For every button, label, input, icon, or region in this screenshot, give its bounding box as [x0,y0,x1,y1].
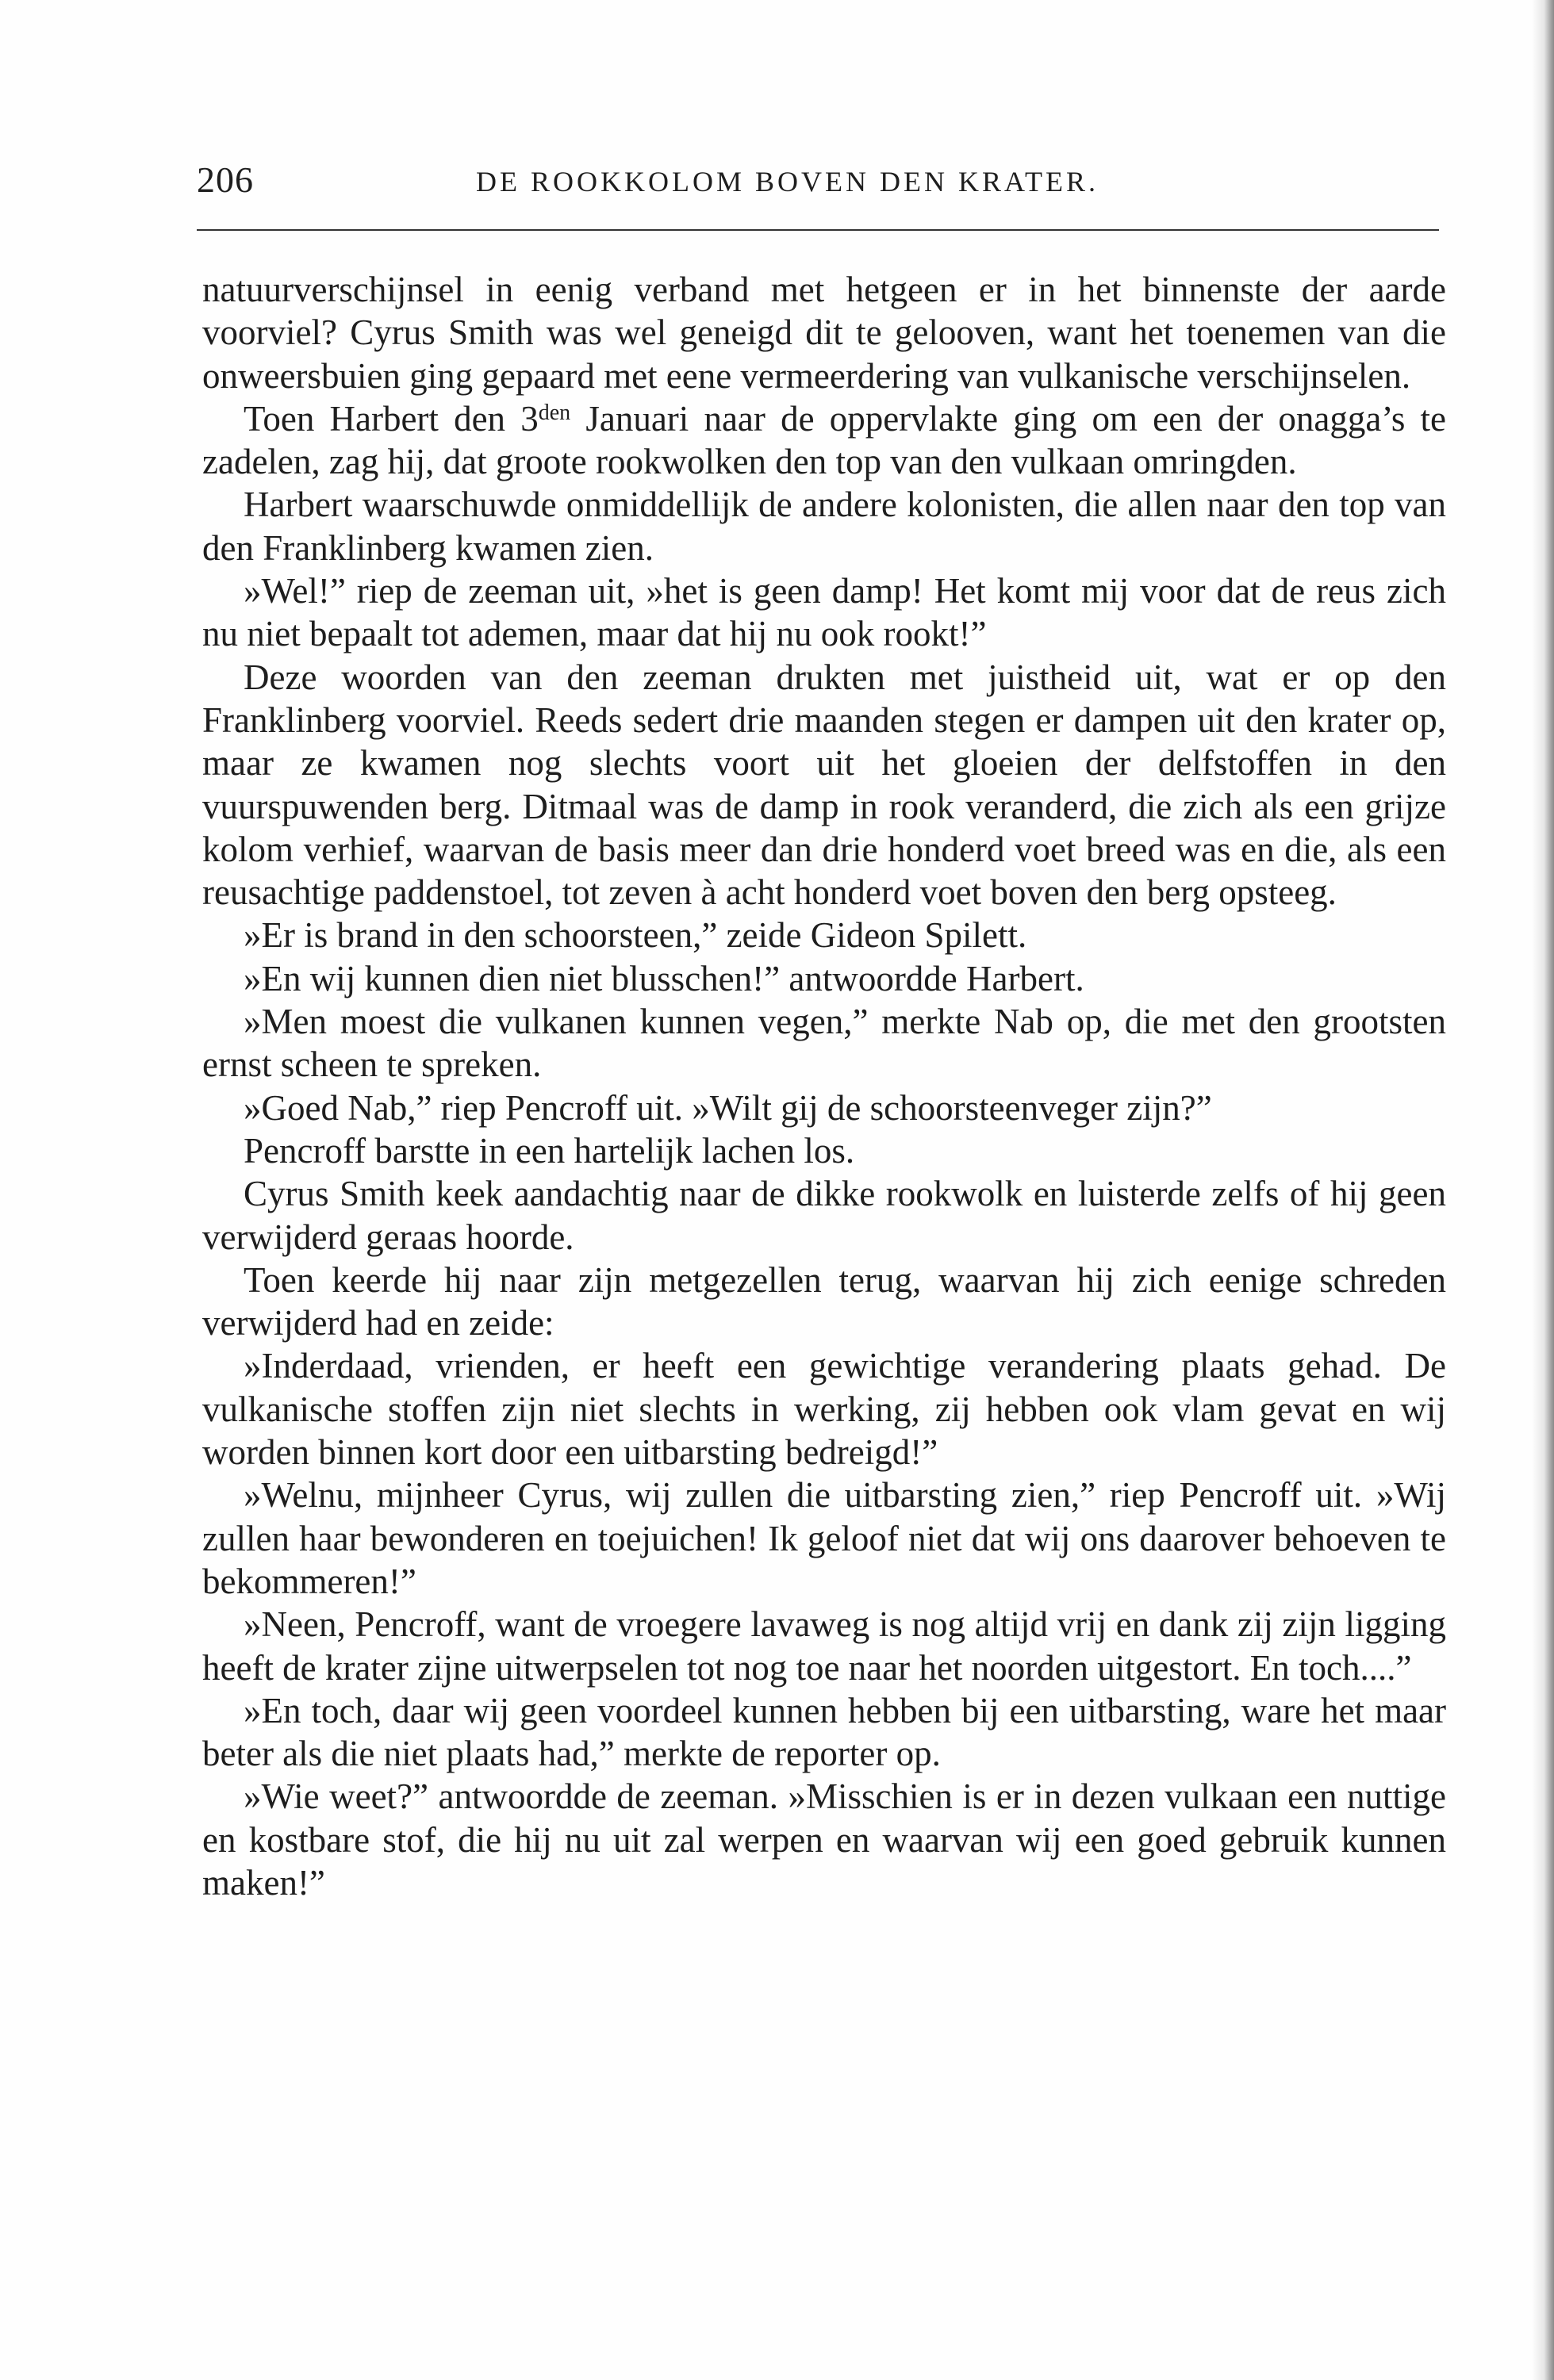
page-header [197,159,1442,209]
paragraph: »Inderdaad, vrienden, er heeft een gewichtige verandering plaats gehad. De vulkanische stoffen zijn niet slechts in werking, zij hebben ook vlam gevat en wij worden binnen kort door een uitbarsting bedreigd!” [202,1346,1446,1473]
paragraph: »Men moest die vulkanen kunnen vegen,” merkte Nab op, die met den grootsten ernst scheen te spreken. [202,1002,1446,1085]
paragraph: »Wie weet?” antwoordde de zeeman. »Misschien is er in dezen vulkaan een nuttige en kostbare stof, die hij nu uit zal werpen en waarvan wij een goed gebruik kunnen maken!” [202,1776,1446,1903]
paragraph: Pencroff barstte in een hartelijk lachen los. [244,1130,855,1171]
paragraph: »Wel!” riep de zeeman uit, »het is geen damp! Het komt mij voor dat de reus zich nu niet bepaalt tot ademen, maar dat hij nu ook rookt!” [202,571,1446,654]
date-text-before: Toen Harbert den 3 [244,398,539,439]
body-text [202,268,1446,1904]
paragraph: Deze woorden van den zeeman drukten met juistheid uit, wat er op den Franklinberg voorviel. Reeds sedert drie maanden stegen er dampen uit den krater op, maar ze kwamen nog slechts voort uit het gloeien der delfstoffen in den vuurspuwenden berg. Ditmaal was de damp in rook veranderd, die zich als een grijze kolom verhief, waarvan de basis meer dan drie honderd voet breed was en die, als een reusachtige paddenstoel, tot zeven à acht honderd voet boven den berg opsteeg. [202,657,1446,913]
page-number: 206 [197,159,254,200]
header-rule [197,229,1439,231]
paragraph: »Er is brand in den schoorsteen,” zeide Gideon Spilett. [244,915,1027,956]
paragraph: Toen keerde hij naar zijn metgezellen terug, waarvan hij zich eenige schreden verwijderd had en zeide: [202,1259,1446,1343]
paragraph: »En toch, daar wij geen voordeel kunnen hebben bij een uitbarsting, ware het maar beter als die niet plaats had,” merkte de reporter op. [202,1690,1446,1774]
running-title: DE ROOKKOLOM BOVEN DEN KRATER. [476,166,1099,197]
paragraph [202,397,1446,484]
date-text-after: Januari naar de oppervlakte ging om een der onagga’s te zadelen, zag hij, dat groote rookwolken den top van den vulkaan omringden. [202,398,1446,482]
date-superscript: den [538,400,571,425]
paragraph: »Welnu, mijnheer Cyrus, wij zullen die uitbarsting zien,” riep Pencroff uit. »Wij zullen haar bewonderen en toejuichen! Ik geloof niet dat wij ons daarover behoeven te bekommeren!” [202,1475,1446,1601]
paragraph: natuurverschijnsel in eenig verband met hetgeen er in het binnenste der aarde voorviel? Cyrus Smith was wel geneigd dit te gelooven, want het toenemen van die onweersbuien ging gepaard met eene vermeerdering van vulkanische verschijnselen. [202,270,1446,396]
page-edge-shadow [1532,0,1554,2380]
paragraph: Cyrus Smith keek aandachtig naar de dikke rookwolk en luisterde zelfs of hij geen verwijderd geraas hoorde. [202,1174,1446,1257]
paragraph: Harbert waarschuwde onmiddellijk de andere kolonisten, die allen naar den top van den Franklinberg kwamen zien. [202,485,1446,568]
paragraph: »Neen, Pencroff, want de vroegere lavaweg is nog altijd vrij en dank zij zijn ligging heeft de krater zijne uitwerpselen tot nog toe naar het noorden uitgestort. En toch....” [202,1604,1446,1688]
paragraph: »Goed Nab,” riep Pencroff uit. »Wilt gij de schoorsteenveger zijn?” [244,1087,1212,1128]
paragraph: »En wij kunnen dien niet blusschen!” antwoordde Harbert. [244,958,1084,998]
